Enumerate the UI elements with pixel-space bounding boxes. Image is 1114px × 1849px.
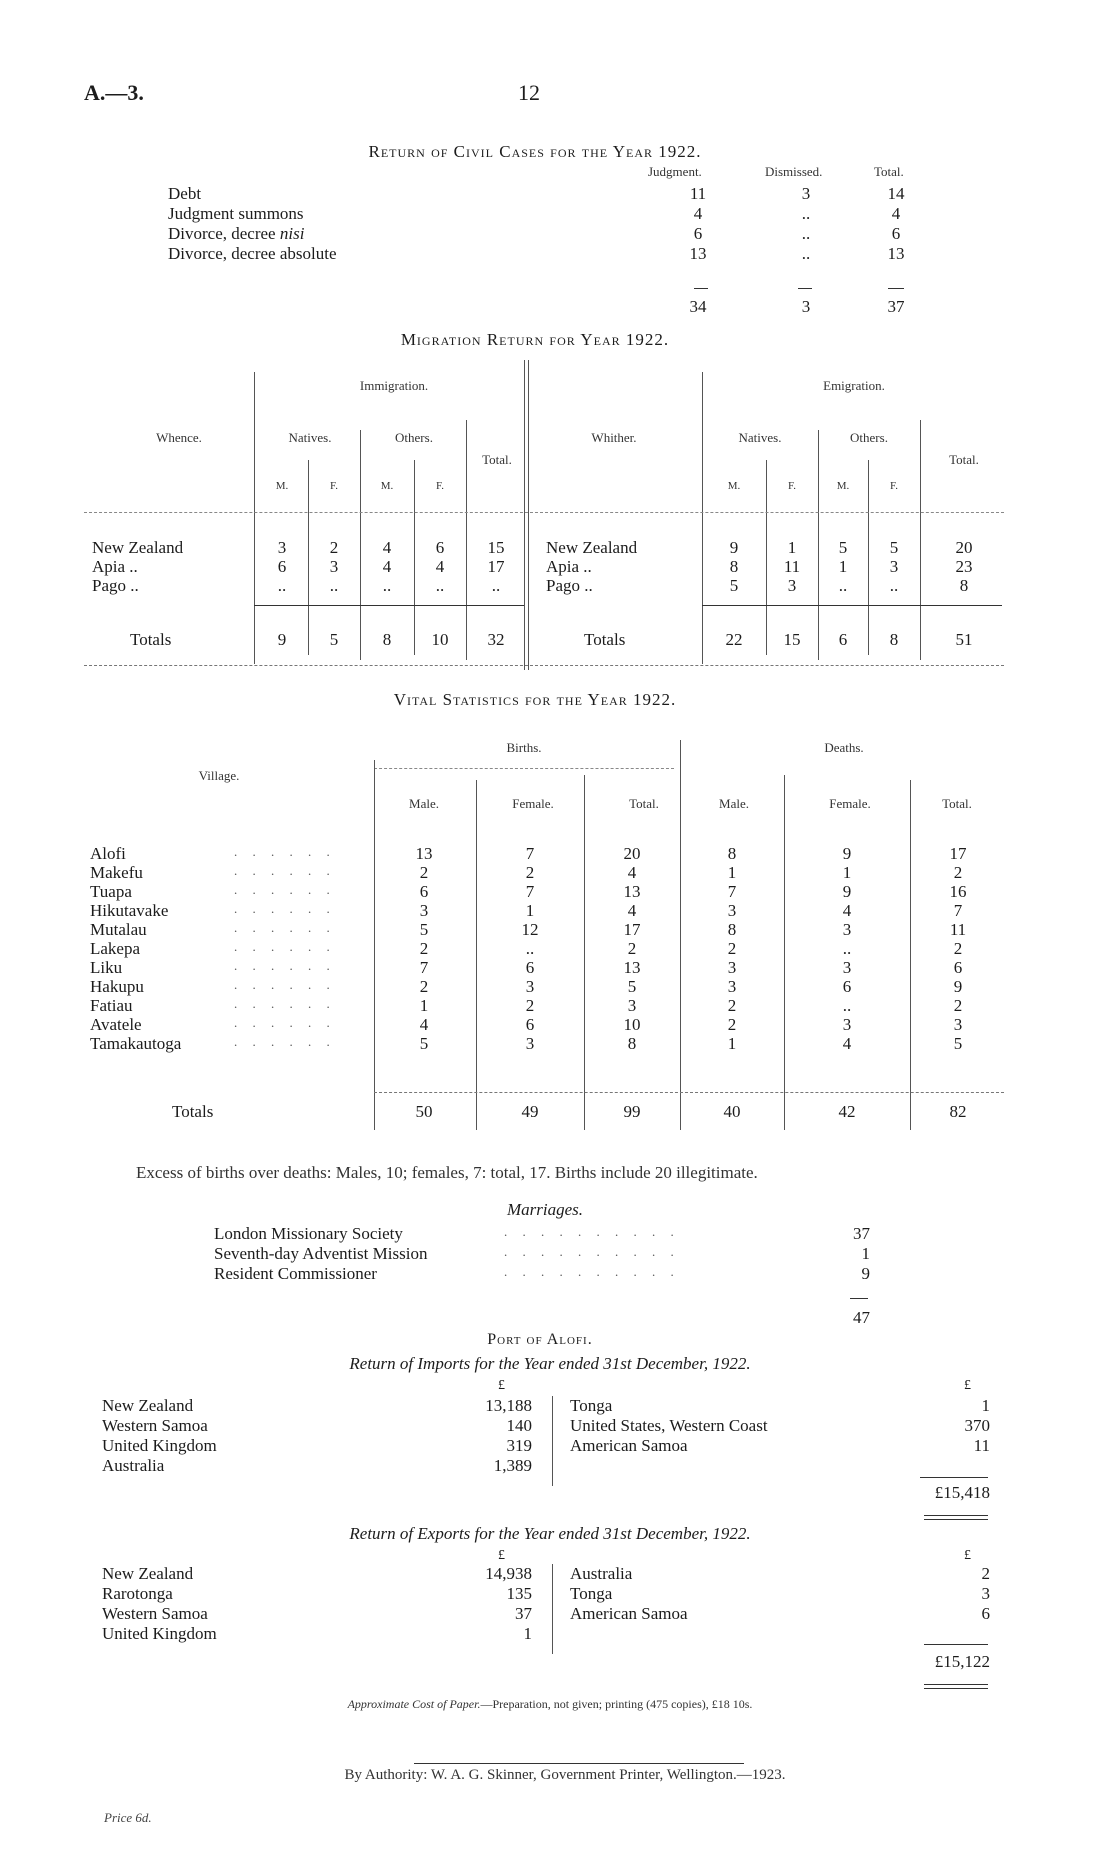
vital-row-leader: . . . . . .: [234, 939, 336, 954]
emi-row-nf: 11: [783, 557, 801, 576]
vital-row-dm: 8: [727, 844, 737, 863]
emi-total-nm: 22: [725, 630, 743, 649]
vital-row-dm: 3: [727, 901, 737, 920]
exports-right-row-label: Australia: [570, 1564, 633, 1583]
vital-row-bm: 2: [419, 863, 429, 882]
vital-row-dm: 1: [727, 1034, 737, 1053]
emi-of-label: F.: [890, 480, 898, 492]
emi-total-om: 6: [838, 630, 848, 649]
vital-row-bf: 6: [525, 958, 535, 977]
imports-right-row-value: 370: [964, 1416, 990, 1435]
deaths-female-label: Female.: [829, 796, 871, 811]
authority-line: By Authority: W. A. G. Skinner, Government Printer, Wellington.—1923.: [344, 1767, 786, 1783]
vital-row-village: Makefu: [90, 863, 143, 882]
vital-total-dt: 82: [949, 1102, 967, 1121]
col-total: Total.: [874, 164, 904, 179]
vital-row-dt: 9: [953, 977, 963, 996]
emi-row-of: 5: [889, 538, 899, 557]
imm-row-nf: ..: [329, 576, 339, 595]
vital-row-village: Mutalau: [90, 920, 147, 939]
exports-right-row-label: American Samoa: [570, 1604, 688, 1623]
vital-row-dt: 16: [949, 882, 967, 901]
vital-row-village: Hakupu: [90, 977, 144, 996]
imports-title: Return of Imports for the Year ended 31st December, 1922.: [349, 1354, 751, 1373]
imports-left-row-label: Australia: [102, 1456, 165, 1475]
vital-row-dt: 17: [949, 844, 967, 863]
imports-right-row-value: 11: [973, 1436, 990, 1455]
whither-label: Whither.: [591, 430, 637, 445]
vital-row-dt: 6: [953, 958, 963, 977]
civil-row-total: 14: [887, 184, 905, 203]
village-label: Village.: [198, 768, 240, 783]
imports-left-row-value: 140: [506, 1416, 532, 1435]
vital-row-bm: 6: [419, 882, 429, 901]
vital-row-dm: 2: [727, 996, 737, 1015]
vital-row-df: ..: [842, 996, 852, 1015]
emi-row-total: 23: [955, 557, 973, 576]
marriage-row-leader: . . . . . . . . . .: [504, 1244, 680, 1259]
vital-row-bm: 7: [419, 958, 429, 977]
imm-row-om: ..: [382, 576, 392, 595]
excess-note: Excess of births over deaths: Males, 10; females, 7: total, 17. Births include 20 illegitimate.: [136, 1163, 758, 1182]
vital-row-dt: 5: [953, 1034, 963, 1053]
vital-row-village: Lakepa: [90, 939, 141, 958]
vital-row-bf: 12: [521, 920, 539, 939]
imm-row-nm: ..: [277, 576, 287, 595]
exports-right-row-value: 6: [981, 1604, 990, 1623]
imm-row-total: 15: [487, 538, 505, 557]
emi-om-label: M.: [836, 480, 850, 492]
vital-row-df: 4: [842, 901, 852, 920]
imm-om-label: M.: [380, 480, 394, 492]
vital-row-dm: 7: [727, 882, 737, 901]
vital-row-bf: 2: [525, 996, 535, 1015]
vital-row-bt: 8: [627, 1034, 637, 1053]
civil-row-dismissed: ..: [801, 204, 811, 223]
vital-row-df: 4: [842, 1034, 852, 1053]
exports-right-row-label: Tonga: [570, 1584, 613, 1603]
civil-row-label: [168, 204, 304, 224]
exports-left-row-value: 14,938: [485, 1564, 532, 1583]
civil-row-judgment: 13: [689, 244, 707, 263]
exports-right-row-value: 2: [981, 1564, 990, 1583]
vital-row-bm: 2: [419, 939, 429, 958]
vital-title: Vital Statistics for the Year 1922.: [393, 690, 677, 709]
emi-row-of: ..: [889, 576, 899, 595]
vital-row-dm: 3: [727, 977, 737, 996]
imm-total-total: 32: [487, 630, 505, 649]
vital-row-dm: 8: [727, 920, 737, 939]
exports-title: Return of Exports for the Year ended 31st December, 1922.: [349, 1524, 751, 1543]
migration-title: Migration Return for Year 1922.: [400, 330, 670, 349]
marriages-total: 47: [853, 1308, 870, 1327]
civil-row-dismissed: ..: [801, 244, 811, 263]
imm-row-nf: 2: [329, 538, 339, 557]
vital-row-dm: 1: [727, 863, 737, 882]
vital-row-village: Alofi: [90, 844, 126, 863]
civil-row-label-text: Divorce, decree absolute: [168, 244, 337, 263]
imports-left-row-value: 13,188: [485, 1396, 532, 1415]
civil-row-judgment: 11: [689, 184, 707, 203]
marriage-row-leader: . . . . . . . . . .: [504, 1224, 680, 1239]
vital-total-bm: 50: [415, 1102, 433, 1121]
emi-row-nm: 9: [729, 538, 739, 557]
vital-row-dt: 2: [953, 939, 963, 958]
emi-total-nf: 15: [783, 630, 801, 649]
civil-row-label-text: Judgment summons: [168, 204, 304, 223]
vital-row-leader: . . . . . .: [234, 844, 336, 859]
emi-natives-label: Natives.: [738, 430, 782, 445]
emi-total-total: 51: [955, 630, 973, 649]
imports-right-row-value: 1: [981, 1396, 990, 1415]
marriage-row-leader: . . . . . . . . . .: [504, 1264, 680, 1279]
doc-reference: A.—3.: [84, 80, 144, 105]
vital-row-bm: 5: [419, 920, 429, 939]
vital-row-bt: 17: [623, 920, 641, 939]
vital-row-leader: . . . . . .: [234, 920, 336, 935]
imports-left-row-value: 1,389: [493, 1456, 532, 1475]
emi-total-label: Total.: [949, 452, 979, 467]
imports-left-row-label: United Kingdom: [102, 1436, 217, 1455]
price-label: Price 6d.: [104, 1810, 152, 1825]
exports-total: £15,122: [934, 1652, 990, 1671]
emi-others-label: Others.: [850, 430, 888, 445]
imm-row-place: New Zealand: [92, 538, 184, 557]
vital-row-leader: . . . . . .: [234, 996, 336, 1011]
vital-row-bt: 20: [623, 844, 641, 863]
vital-total-dm: 40: [723, 1102, 741, 1121]
vital-row-bm: 3: [419, 901, 429, 920]
emi-row-nm: 8: [729, 557, 739, 576]
vital-row-dm: 3: [727, 958, 737, 977]
imm-row-of: 6: [435, 538, 445, 557]
civil-total-total: 37: [887, 297, 905, 316]
vital-total-df: 42: [838, 1102, 856, 1121]
civil-row-label: [168, 224, 304, 244]
exports-currency-left: £: [498, 1548, 505, 1563]
emi-row-total: 20: [955, 538, 973, 557]
emi-row-of: 3: [889, 557, 899, 576]
vital-row-df: 1: [842, 863, 852, 882]
civil-row-judgment: 6: [693, 224, 703, 243]
imm-row-total: 17: [487, 557, 505, 576]
exports-left-row-label: Rarotonga: [102, 1584, 173, 1603]
emi-row-nf: 1: [787, 538, 797, 557]
imports-left-row-value: 319: [506, 1436, 532, 1455]
vital-total-bf: 49: [521, 1102, 539, 1121]
vital-row-bt: 3: [627, 996, 637, 1015]
births-female-label: Female.: [512, 796, 554, 811]
vital-totals-label: Totals: [172, 1102, 214, 1121]
civil-total-dismissed: 3: [801, 297, 811, 316]
imm-row-place: Apia ..: [92, 557, 138, 576]
vital-row-dm: 2: [727, 1015, 737, 1034]
emi-nm-label: M.: [727, 480, 741, 492]
imm-row-nm: 3: [277, 538, 287, 557]
paper-cost-text: —Preparation, not given; printing (475 copies), £18 10s.: [480, 1697, 753, 1711]
civil-row-dismissed: 3: [801, 184, 811, 203]
emi-total-of: 8: [889, 630, 899, 649]
imm-total-label: Total.: [482, 452, 512, 467]
civil-row-label-italic: nisi: [279, 224, 305, 243]
vital-row-leader: . . . . . .: [234, 1034, 336, 1049]
marriage-row-label: Resident Commissioner: [214, 1264, 377, 1283]
vital-row-dm: 2: [727, 939, 737, 958]
emi-row-nm: 5: [729, 576, 739, 595]
vital-row-df: 3: [842, 1015, 852, 1034]
vital-row-village: Tuapa: [90, 882, 132, 901]
imm-total-nm: 9: [277, 630, 287, 649]
vital-row-bf: 3: [525, 977, 535, 996]
births-label: Births.: [506, 740, 542, 755]
emi-row-place: Pago ..: [546, 576, 593, 595]
vital-row-bf: 7: [525, 844, 535, 863]
vital-row-bm: 1: [419, 996, 429, 1015]
vital-row-bm: 13: [415, 844, 433, 863]
imports-currency-right: £: [964, 1378, 971, 1393]
imm-row-of: ..: [435, 576, 445, 595]
imm-total-of: 10: [431, 630, 449, 649]
civil-row-label-text: Debt: [168, 184, 202, 203]
emigration-label: Emigration.: [823, 378, 885, 393]
imm-row-nm: 6: [277, 557, 287, 576]
imm-row-om: 4: [382, 557, 392, 576]
deaths-total-label: Total.: [942, 796, 972, 811]
civil-total-judgment: 34: [689, 297, 707, 316]
emi-row-om: 5: [838, 538, 848, 557]
port-title: Port of Alofi.: [487, 1331, 593, 1348]
vital-row-df: 9: [842, 844, 852, 863]
imm-of-label: F.: [436, 480, 444, 492]
imm-total-om: 8: [382, 630, 392, 649]
exports-left-row-value: 1: [523, 1624, 532, 1643]
exports-currency-right: £: [964, 1548, 971, 1563]
imm-nf-label: F.: [330, 480, 338, 492]
emi-row-om: 1: [838, 557, 848, 576]
emi-row-place: Apia ..: [546, 557, 592, 576]
births-male-label: Male.: [409, 796, 439, 811]
vital-row-village: Tamakautoga: [90, 1034, 182, 1053]
vital-row-leader: . . . . . .: [234, 882, 336, 897]
vital-row-bf: ..: [525, 939, 535, 958]
vital-row-village: Avatele: [90, 1015, 142, 1034]
civil-row-total: 13: [887, 244, 905, 263]
imm-natives-label: Natives.: [288, 430, 332, 445]
vital-row-df: 9: [842, 882, 852, 901]
whence-label: Whence.: [156, 430, 202, 445]
vital-row-leader: . . . . . .: [234, 977, 336, 992]
civil-row-judgment: 4: [693, 204, 703, 223]
vital-row-village: Hikutavake: [90, 901, 169, 920]
marriage-row-value: 1: [861, 1244, 870, 1263]
vital-row-dt: 2: [953, 863, 963, 882]
imports-right-row-label: Tonga: [570, 1396, 613, 1415]
exports-left-row-value: 37: [515, 1604, 532, 1623]
exports-left-row-value: 135: [506, 1584, 532, 1603]
marriage-row-label: London Missionary Society: [214, 1224, 403, 1243]
vital-row-bt: 13: [623, 882, 641, 901]
vital-row-dt: 3: [953, 1015, 963, 1034]
vital-row-village: Fatiau: [90, 996, 133, 1015]
vital-row-dt: 11: [949, 920, 967, 939]
vital-row-df: 3: [842, 958, 852, 977]
imm-row-place: Pago ..: [92, 576, 139, 595]
imports-right-row-label: United States, Western Coast: [570, 1416, 768, 1435]
imm-total-nf: 5: [329, 630, 339, 649]
exports-left-row-label: United Kingdom: [102, 1624, 217, 1643]
vital-row-leader: . . . . . .: [234, 863, 336, 878]
imm-row-nf: 3: [329, 557, 339, 576]
vital-row-df: ..: [842, 939, 852, 958]
vital-row-bm: 4: [419, 1015, 429, 1034]
immigration-label: Immigration.: [359, 378, 429, 393]
vital-row-dt: 7: [953, 901, 963, 920]
civil-row-label-text: Divorce, decree: [168, 224, 280, 243]
exports-left-row-label: Western Samoa: [102, 1604, 208, 1623]
emi-totals-label: Totals: [584, 630, 626, 649]
imports-total: £15,418: [934, 1483, 990, 1502]
births-total-label: Total.: [629, 796, 659, 811]
vital-row-bm: 2: [419, 977, 429, 996]
marriages-title: Marriages.: [506, 1200, 584, 1219]
vital-row-village: Liku: [90, 958, 123, 977]
vital-row-bm: 5: [419, 1034, 429, 1053]
imm-totals-label: Totals: [130, 630, 172, 649]
imm-row-om: 4: [382, 538, 392, 557]
vital-row-leader: . . . . . .: [234, 901, 336, 916]
col-dismissed: Dismissed.: [765, 164, 823, 179]
imports-left-row-label: Western Samoa: [102, 1416, 208, 1435]
civil-row-total: 6: [891, 224, 901, 243]
vital-row-leader: . . . . . .: [234, 958, 336, 973]
emi-row-place: New Zealand: [546, 538, 638, 557]
emi-nf-label: F.: [788, 480, 796, 492]
civil-cases-title: Return of Civil Cases for the Year 1922.: [368, 142, 702, 161]
exports-left-row-label: New Zealand: [102, 1564, 194, 1583]
vital-row-bt: 13: [623, 958, 641, 977]
imm-row-total: ..: [491, 576, 501, 595]
page-number: 12: [518, 80, 540, 105]
imm-nm-label: M.: [275, 480, 289, 492]
vital-row-dt: 2: [953, 996, 963, 1015]
vital-row-bf: 2: [525, 863, 535, 882]
civil-row-label: [168, 184, 201, 204]
migration-table: [84, 360, 1004, 680]
paper-cost-note: [150, 1697, 950, 1712]
imm-others-label: Others.: [395, 430, 433, 445]
col-judgment: Judgment.: [648, 164, 702, 179]
imm-row-of: 4: [435, 557, 445, 576]
emi-row-om: ..: [838, 576, 848, 595]
vital-table: [84, 720, 1004, 1140]
emi-row-total: 8: [959, 576, 969, 595]
imports-right-row-label: American Samoa: [570, 1436, 688, 1455]
emi-row-nf: 3: [787, 576, 797, 595]
marriage-row-label: Seventh-day Adventist Mission: [214, 1244, 428, 1263]
vital-row-bt: 4: [627, 901, 637, 920]
vital-row-df: 3: [842, 920, 852, 939]
imports-left-row-label: New Zealand: [102, 1396, 194, 1415]
civil-row-dismissed: ..: [801, 224, 811, 243]
vital-row-bf: 1: [525, 901, 535, 920]
vital-row-leader: . . . . . .: [234, 1015, 336, 1030]
vital-row-bf: 6: [525, 1015, 535, 1034]
vital-row-bf: 7: [525, 882, 535, 901]
vital-row-bt: 5: [627, 977, 637, 996]
marriage-row-value: 9: [861, 1264, 870, 1283]
deaths-label: Deaths.: [824, 740, 864, 755]
vital-row-bt: 10: [623, 1015, 641, 1034]
vital-total-bt: 99: [623, 1102, 641, 1121]
vital-row-bf: 3: [525, 1034, 535, 1053]
vital-row-df: 6: [842, 977, 852, 996]
vital-row-bt: 4: [627, 863, 637, 882]
imports-currency-left: £: [498, 1378, 505, 1393]
civil-row-label: [168, 244, 337, 264]
exports-right-row-value: 3: [981, 1584, 990, 1603]
civil-row-total: 4: [891, 204, 901, 223]
deaths-male-label: Male.: [719, 796, 749, 811]
marriage-row-value: 37: [853, 1224, 870, 1243]
vital-row-bt: 2: [627, 939, 637, 958]
paper-cost-label: Approximate Cost of Paper.: [347, 1697, 481, 1711]
